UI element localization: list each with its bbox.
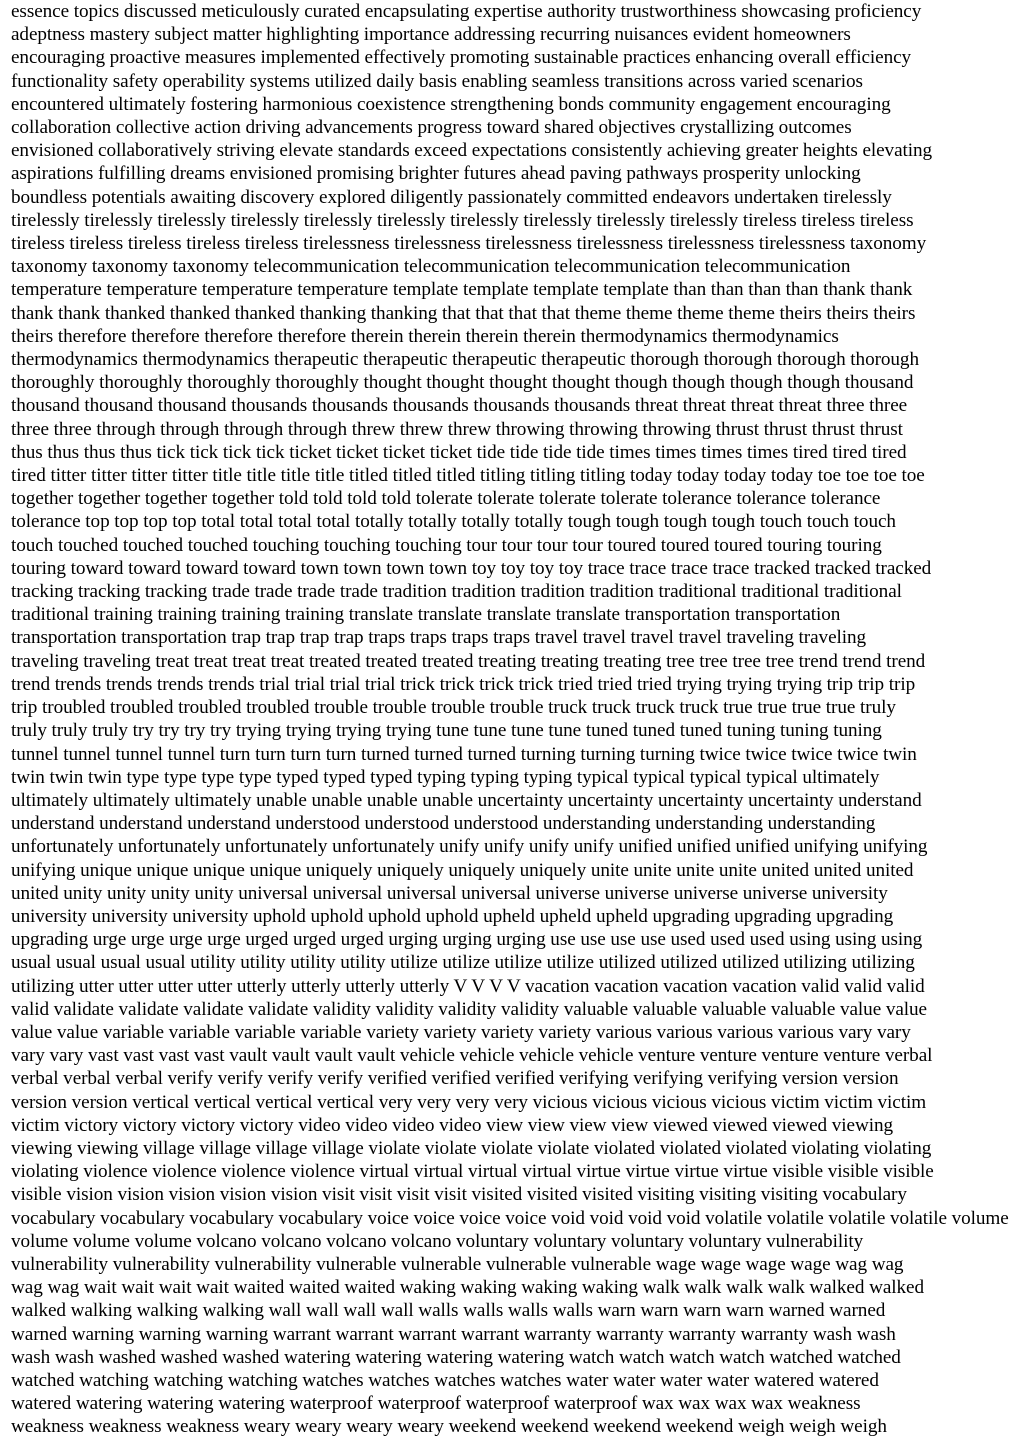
text-line: unifying unique unique unique unique uniquely uniquely uniquely uniquely unite unite unite unite united united united xyxy=(11,859,914,881)
text-line: valid validate validate validate validate validity validity validity validity valuable valuable valuable valuable value value xyxy=(11,998,927,1020)
text-line: three three through through through through threw threw threw throwing throwing throwing thrust thrust thrust thrust xyxy=(11,418,903,440)
text-line: theirs therefore therefore therefore therefore therein therein therein therein thermodynamics thermodynamics xyxy=(11,325,839,347)
text-line: value value variable variable variable variable variety variety variety variety various various various various vary vary xyxy=(11,1021,911,1043)
text-line: encouraging proactive measures implemented effectively promoting sustainable practices enhancing overall efficiency xyxy=(11,47,912,69)
text-line: upgrading urge urge urge urge urged urged urged urging urging urging use use use use used used used using using using xyxy=(11,929,923,951)
text-line: boundless potentials awaiting discovery explored diligently passionately committed endeavors undertaken tirelessly xyxy=(11,186,892,208)
text-line: watched watching watching watching watches watches watches watches water water water water watered watered xyxy=(11,1369,879,1391)
text-line: version version vertical vertical vertical vertical very very very very vicious vicious vicious vicious victim victim victim xyxy=(11,1091,927,1113)
text-line: ultimately ultimately ultimately unable unable unable unable uncertainty uncertainty uncertainty uncertainty understand xyxy=(11,789,922,811)
text-line: temperature temperature temperature temperature template template template template than than than than thank thank xyxy=(11,279,913,301)
text-line: tolerance top top top top total total total total totally totally totally totally tough tough tough tough touch touch touch xyxy=(11,511,896,533)
text-line: viewing viewing village village village village violate violate violate violate violated violated violated violating violating xyxy=(11,1137,932,1159)
text-line: utilizing utter utter utter utter utterly utterly utterly utterly V V V V vacation vacation vacation vacation valid valid valid xyxy=(11,975,925,997)
text-line: encountered ultimately fostering harmonious coexistence strengthening bonds community engagement encouraging xyxy=(11,93,891,115)
text-line: collaboration collective action driving advancements progress toward shared objectives crystallizing outcomes xyxy=(11,117,852,139)
text-line: truly truly truly try try try try trying trying trying trying tune tune tune tune tuned tuned tuned tuning tuning tuning xyxy=(11,720,882,742)
text-line: touch touched touched touched touching touching touching tour tour tour tour toured toured toured touring touring xyxy=(11,534,882,556)
text-line: watered watering watering watering waterproof waterproof waterproof waterproof wax wax wax wax weakness xyxy=(11,1393,861,1415)
text-line: victim victory victory victory victory video video video video view view view view viewed viewed viewed viewing xyxy=(11,1114,894,1136)
text-line: envisioned collaboratively striving elevate standards exceed expectations consistently achieving greater heights elevating xyxy=(11,140,933,162)
text-line: university university university uphold uphold uphold uphold upheld upheld upheld upgrading upgrading upgrading xyxy=(11,905,894,927)
text-line: wash wash washed washed washed watering watering watering watering watch watch watch watch watched watched xyxy=(11,1346,901,1368)
text-line: thermodynamics thermodynamics therapeutic therapeutic therapeutic therapeutic thorough thorough thorough thorough xyxy=(11,349,919,371)
text-line: understand understand understand understood understood understood understanding understanding understanding xyxy=(11,813,876,835)
text-line: warned warning warning warning warrant warrant warrant warrant warranty warranty warranty warranty wash wash xyxy=(11,1323,896,1345)
text-line: volume volume volume volcano volcano volcano volcano voluntary voluntary voluntary voluntary vulnerability xyxy=(11,1230,864,1252)
text-line: transportation transportation trap trap trap trap traps traps traps traps travel travel travel travel traveling traveling xyxy=(11,627,867,649)
text-line: vulnerability vulnerability vulnerability vulnerable vulnerable vulnerable vulnerable wage wage wage wage wag wag xyxy=(11,1253,904,1275)
text-line: wag wag wait wait wait wait waited waited waited waking waking waking waking walk walk walk walk walked walked xyxy=(11,1277,924,1299)
text-line: tirelessly tirelessly tirelessly tirelessly tirelessly tirelessly tirelessly tirelessly tirelessly tirelessly tireless tireless tireless xyxy=(11,209,914,231)
text-line: verbal verbal verbal verify verify verify verify verified verified verified verifying verifying verifying version version xyxy=(11,1068,899,1090)
text-line: tunnel tunnel tunnel tunnel turn turn turn turn turned turned turned turning turning turning twice twice twice twice twin xyxy=(11,743,917,765)
text-line: visible vision vision vision vision vision visit visit visit visit visited visited visited visiting visiting visiting vocabulary xyxy=(11,1184,907,1206)
text-line: functionality safety operability systems utilized daily basis enabling seamless transitions across varied scenarios xyxy=(11,70,863,92)
text-line: thus thus thus thus tick tick tick tick ticket ticket ticket ticket tide tide tide tide times times times times tired tired tired xyxy=(11,441,907,463)
text-line: tracking tracking tracking trade trade trade trade tradition tradition tradition tradition traditional traditional traditional xyxy=(11,581,902,603)
text-line: vary vary vast vast vast vast vault vault vault vault vehicle vehicle vehicle vehicle venture venture venture venture verbal xyxy=(11,1045,933,1067)
text-line: essence topics discussed meticulously curated encapsulating expertise authority trustworthiness showcasing proficiency xyxy=(11,1,922,22)
text-line: traveling traveling treat treat treat treat treated treated treated treating treating treating tree tree tree tree trend trend trend xyxy=(11,650,926,672)
text-line: together together together together told told told told tolerate tolerate tolerate tolerate tolerance tolerance tolerance xyxy=(11,488,881,510)
text-line: unfortunately unfortunately unfortunately unfortunately unify unify unify unify unified unified unified unifying unifying xyxy=(11,836,928,858)
text-line: touring toward toward toward toward town town town town toy toy toy toy trace trace trace trace tracked tracked tracked xyxy=(11,557,932,579)
text-line: tired titter titter titter titter title title title title titled titled titled titling titling titling today today today today toe toe toe toe xyxy=(11,465,925,487)
text-line: trend trends trends trends trends trial trial trial trial trick trick trick trick tried tried tried trying trying trying trip trip trip xyxy=(11,673,916,695)
text-line: trip troubled troubled troubled troubled trouble trouble trouble trouble truck truck truck truck true true true true truly xyxy=(11,697,896,719)
text-line: adeptness mastery subject matter highlighting importance addressing recurring nuisances evident homeowners xyxy=(11,24,851,46)
text-line: vocabulary vocabulary vocabulary vocabulary voice voice voice voice void void void void volatile volatile volatile volatile volume xyxy=(11,1207,1009,1229)
text-line: thoroughly thoroughly thoroughly thoroughly thought thought thought thought though though though though thousand xyxy=(11,372,914,394)
text-line: violating violence violence violence violence virtual virtual virtual virtual virtue virtue virtue virtue visible visible visible xyxy=(11,1161,934,1183)
text-line: united unity unity unity unity universal universal universal universal universe universe universe universe university xyxy=(11,882,888,904)
text-line: walked walking walking walking wall wall wall wall walls walls walls walls warn warn warn warn warned warned xyxy=(11,1300,886,1322)
text-line: aspirations fulfilling dreams envisioned promising brighter futures ahead paving pathways prosperity unlocking xyxy=(11,163,861,185)
text-line: weakness weakness weakness weary weary weary weary weekend weekend weekend weekend weigh weigh weigh xyxy=(11,1416,887,1438)
text-line: traditional training training training training translate translate translate translate transportation transportation xyxy=(11,604,841,626)
text-line: thank thank thanked thanked thanked thanking thanking that that that that theme theme theme theme theirs theirs theirs xyxy=(11,302,916,324)
text-line: thousand thousand thousand thousands thousands thousands thousands thousands threat threat threat threat three three xyxy=(11,395,908,417)
text-line: usual usual usual usual utility utility utility utility utilize utilize utilize utilize utilized utilized utilized utilizing utilizing xyxy=(11,952,915,974)
text-body xyxy=(11,0,1014,1439)
text-line: twin twin twin type type type type typed typed typed typing typing typing typical typical typical typical ultimately xyxy=(11,766,880,788)
text-line: taxonomy taxonomy taxonomy telecommunication telecommunication telecommunication telecommunication xyxy=(11,256,851,278)
text-line: tireless tireless tireless tireless tireless tirelessness tirelessness tirelessness tirelessness tirelessness tirelessness taxonomy xyxy=(11,233,927,255)
